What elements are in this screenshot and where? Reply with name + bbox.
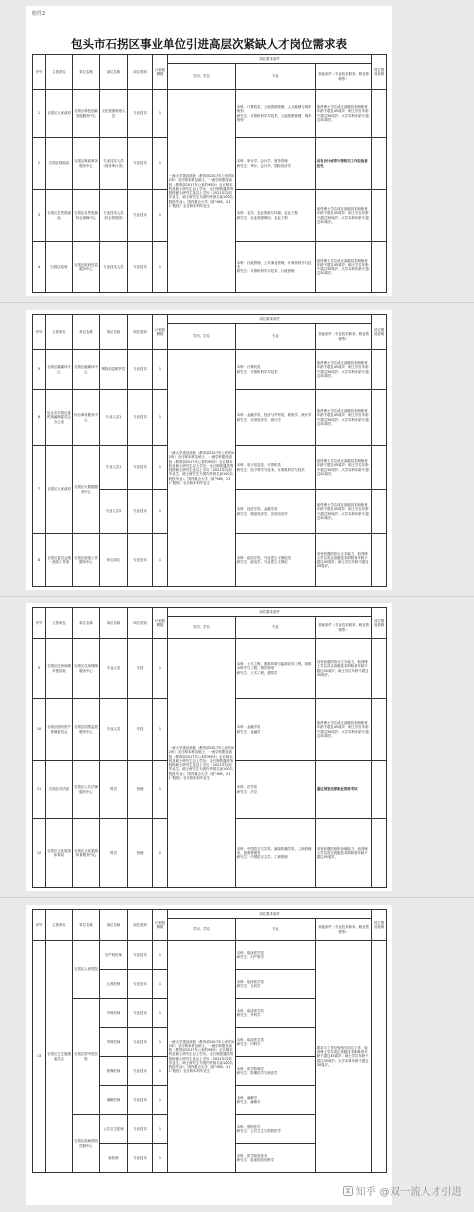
table-cell: 专业技术: [128, 1144, 153, 1173]
table-cell: 专业技术: [128, 138, 153, 190]
table-cell: [372, 941, 387, 1173]
table-cell: 1: [153, 446, 168, 490]
table-cell: [372, 190, 387, 242]
table-cell: 本科：土木工程、建筑环境与能源应用工程、给排水科学与工程、城乡规划 研究生：土木工程、建筑学: [236, 639, 316, 699]
table-cell: 13: [33, 941, 46, 1173]
table-cell: 4: [33, 242, 46, 293]
page-divider: [0, 596, 474, 597]
table-cell: 石拐区住房保障服务中心: [73, 639, 100, 699]
table-cell: 石拐区国资监管服务中心: [73, 699, 100, 761]
zhihu-logo-icon: [343, 1186, 353, 1196]
table-cell: [372, 242, 387, 293]
table-cell: 本科：计算机类 研究生：计算机科学与技术: [236, 350, 316, 390]
table-cell: 本科：审计学、会计学、财务管理 研究生：审计、会计学、国际经济学: [236, 138, 316, 190]
requirements-table-3: [32, 607, 387, 888]
table-cell: 1: [153, 761, 168, 819]
table-cell: 包头市石拐区委机构编制委员会办公室: [46, 390, 73, 446]
table-cell: 专业: [236, 919, 316, 941]
table-cell: 专业: [236, 617, 316, 639]
table-row: [33, 90, 387, 138]
table-cell: 2: [153, 819, 168, 888]
table-cell: [372, 90, 387, 138]
table-cell: 本科：中国语言文学类、新闻传播学类、工商管理类、旅游管理类 研究生：中国语言文学、工商管理: [236, 819, 316, 888]
table-cell: 石拐区融媒体中心: [46, 350, 73, 390]
table-cell: 单位名称: [73, 910, 100, 941]
table-cell: 本科：法学类 研究生：法学: [236, 761, 316, 819]
table-cell: 1: [153, 242, 168, 293]
table-cell: 岗位类别: [128, 608, 153, 639]
table-cell: 石拐区统战工作服务中心: [73, 534, 100, 587]
table-cell: 1: [153, 1144, 168, 1173]
table-cell: 本科：金融学类 研究生：金融学: [236, 699, 316, 761]
table-cell: 石拐区自然资源局: [46, 190, 73, 242]
table-cell: 本科：医学影像学 研究生：影像医学与核医学: [236, 1057, 316, 1086]
table-cell: 主管单位: [46, 608, 73, 639]
zhihu-watermark: [343, 1183, 462, 1198]
table-cell: 11: [33, 761, 46, 819]
table-cell: 本科：金融学类、经济与贸易类、税收学、统计学 研究生：应用经济学、统计学: [236, 390, 316, 446]
header-seq: 序号: [33, 55, 46, 90]
table-row: [33, 941, 387, 970]
header-remark: 其它情况说明: [372, 55, 387, 90]
page-divider: [0, 302, 474, 303]
table-cell: 石拐区委员会统一战线工作部: [46, 534, 73, 587]
table-cell: [372, 534, 387, 587]
table-cell: 综合事务服务中心: [73, 390, 100, 446]
table-cell: 岗位名称: [100, 608, 128, 639]
table-cell: 网络信息维护员: [100, 350, 128, 390]
table-cell: 1: [153, 490, 168, 534]
table-cell: 取得博士学位或正高级技术职称者年龄不超过45周岁；硕士学位年龄不超过35周岁；大学本科年龄不超过30周岁。: [316, 242, 372, 293]
table-cell: [372, 350, 387, 390]
table-cell: 计划招聘数: [153, 910, 168, 941]
table-cell: 专业技术: [128, 941, 153, 970]
table-cell: 岗位名称: [100, 910, 128, 941]
education-requirement: 一流大学建设高校（教育部2017年公布的42所）全日制本科及硕士、一流学科建设高校（教育部2017年公布的95所）全日制本科及硕士研究生以上学历；全日制普通高等院校硕士研究生及以上学历（2021年以前毕业生、硕士研究生为国内外排名前100名院校毕业）；国内重点大学（原“985、211”院校）全日制本科毕业生: [168, 90, 236, 293]
document-title: 包头市石拐区事业单位引进高层次紧缺人才岗位需求表: [71, 37, 347, 51]
table-cell: 本科：麻醉学 研究生：麻醉学: [236, 1086, 316, 1115]
table-cell: 专业技术: [128, 1086, 153, 1115]
table-cell: 取得博士学位或正高级技术职称者年龄不超过45周岁；硕士学位年龄不超过35周岁；大学本科年龄不超过30周岁。: [316, 190, 372, 242]
table-cell: 检验师: [100, 1144, 128, 1173]
table-cell: 本科：临床医学类 研究生：儿科学: [236, 970, 316, 999]
table-cell: 专业人员1: [100, 390, 128, 446]
header-other: 其他条件（专业技术职务、职业资格等）: [316, 64, 372, 90]
table-cell: 通过国家法律职业资格考试: [316, 761, 372, 819]
table-cell: 岗位类别: [128, 315, 153, 350]
table-cell: 主管单位: [46, 910, 73, 941]
table-cell: 取得博士学位或正高级技术职称者年龄不超过45周岁；硕士学位年龄不超过35周岁；大学本科年龄不超过30周岁。: [316, 90, 372, 138]
header-major: 专业: [236, 64, 316, 90]
table-cell: 专业人员1: [100, 446, 128, 490]
table-cell: 其他条件（专业技术职务、职业资格等）: [316, 617, 372, 639]
table-cell: 石拐区人民政府: [46, 446, 73, 534]
table-cell: 专业技术: [128, 242, 153, 293]
table-cell: 具有较强的综合文字能力，取得博士学位或正高级技术职称者年龄不超过45周岁；硕士学位年龄不超过35周岁。: [316, 639, 372, 699]
table-cell: [372, 761, 387, 819]
table-cell: 学历、学位: [168, 324, 236, 350]
table-cell: 其它情况说明: [372, 315, 387, 350]
table-row: [33, 639, 387, 699]
table-cell: 石拐区人民政府: [46, 90, 73, 138]
table-cell: 石拐区国有资产管理委员会: [46, 699, 73, 761]
table-cell: 岗位类别: [128, 910, 153, 941]
table-cell: 2: [33, 138, 46, 190]
table-cell: 单位名称: [73, 315, 100, 350]
table-cell: 岗位要求条件: [168, 608, 372, 617]
table-cell: 文化旅游规划人员: [100, 90, 128, 138]
table-cell: 取得博士学位或正高级技术职称者年龄不超过45周岁；硕士学位年龄不超过35周岁；大学本科年龄不超过30周岁。: [316, 699, 372, 761]
table-cell: [372, 138, 387, 190]
table-cell: 3: [33, 190, 46, 242]
table-cell: 1: [153, 90, 168, 138]
header-num: 计划招聘数: [153, 55, 168, 90]
header-cat: 岗位类别: [128, 55, 153, 90]
table-cell: 取得博士学位或正高级技术职称者年龄不超过45周岁；硕士学位年龄不超过35周岁；大学本科年龄不超过30周岁。: [316, 490, 372, 534]
table-cell: [372, 699, 387, 761]
document-page-4: [26, 905, 392, 1205]
table-cell: 1: [153, 390, 168, 446]
table-cell: 专业技术: [128, 1115, 153, 1144]
table-cell: 1: [153, 1057, 168, 1086]
table-cell: 其它情况说明: [372, 608, 387, 639]
table-cell: 石拐区卫生健康委员会: [46, 941, 73, 1173]
table-cell: 一流大学建设高校（教育部2017年公布的42所）全日制本科及硕士、一流学科建设高校（教育部2017年公布的95所）全日制本科及硕士研究生以上学历；全日制普通高等院校硕士研究生及以上学历（2021年以前毕业生、硕士研究生为国内外排名前100名院校毕业）；国内重点大学（原“985、211”院校）全日制本科毕业生: [168, 639, 236, 888]
table-cell: 石拐区财政局: [46, 138, 73, 190]
table-cell: 岗位要求条件: [168, 910, 372, 919]
table-cell: 1: [153, 999, 168, 1028]
requirements-table-1: [32, 54, 387, 293]
table-cell: 学历、学位: [168, 617, 236, 639]
table-cell: 石拐区政府信息服务中心: [73, 242, 100, 293]
table-cell: 12: [33, 819, 46, 888]
table-cell: 计划招聘数: [153, 315, 168, 350]
table-cell: 取得博士学位或正高级技术职称者年龄不超过45周岁；硕士学位年龄不超过35周岁；大学本科年龄不超过30周岁。: [316, 350, 372, 390]
table-cell: [372, 490, 387, 534]
table-cell: 专业技术: [128, 999, 153, 1028]
table-cell: 管理: [128, 761, 153, 819]
table-cell: 石拐区人民医院: [73, 941, 100, 999]
table-cell: 1: [153, 1115, 168, 1144]
table-cell: 本科：临床医学类 研究生：妇产科学: [236, 941, 316, 970]
table-cell: 石拐区政府: [46, 242, 73, 293]
table-cell: 外科医师: [100, 999, 128, 1028]
table-cell: 石拐区住房和城乡建设局: [46, 639, 73, 699]
table-cell: 要求与工作经验相关岗位工作，取得博士学位或正高级技术职称者年龄不超过45周岁；硕士学位年龄不超过35周岁；大学本科年龄不超过30周岁。: [316, 941, 372, 1173]
table-cell: 石拐区大数据服务中心: [73, 446, 100, 534]
table-cell: 科员: [100, 819, 128, 888]
table-cell: 其它情况说明: [372, 910, 387, 941]
table-cell: 岗位要求条件: [168, 315, 372, 324]
table-cell: 9: [33, 639, 46, 699]
table-cell: 麻醉医师: [100, 1086, 128, 1115]
table-cell: 影像医师: [100, 1057, 128, 1086]
table-cell: 一流大学建设高校（教育部2017年公布的42所）全日制本科及硕士、一流学科建设高校（教育部2017年公布的95所）全日制本科及硕士研究生以上学历；全日制普通高等院校硕士研究生及以上学历（2021年以前毕业生、硕士研究生为国内外排名前100名院校毕业）；国内重点大学（原“985、211”院校）全日制本科毕业生: [168, 350, 236, 587]
table-cell: 单位名称: [73, 608, 100, 639]
document-page-3: [26, 603, 392, 891]
table-cell: 专业技术: [128, 970, 153, 999]
table-cell: 专业技术: [128, 190, 153, 242]
table-cell: 序号: [33, 910, 46, 941]
table-cell: 公共卫生医师: [100, 1115, 128, 1144]
header-edu: 学历、学位: [168, 64, 236, 90]
document-page-2: [26, 310, 392, 590]
table-cell: 本科：临床医学类 研究生：内科学: [236, 1028, 316, 1057]
table-cell: 1: [153, 639, 168, 699]
table-cell: 7: [33, 446, 46, 534]
table-cell: 1: [33, 90, 46, 138]
table-cell: 专业人员2: [100, 490, 128, 534]
header-post: 岗位名称: [100, 55, 128, 90]
table-cell: 具有会计或审计等相关工作经验者优先: [316, 138, 372, 190]
table-cell: 本科：电子信息类、计算机类 研究生：电子科学与技术、计算机科学与技术: [236, 446, 316, 490]
table-cell: 管理: [128, 819, 153, 888]
table-cell: 1: [153, 970, 168, 999]
requirements-table-4: [32, 909, 387, 1173]
table-cell: 其他条件（专业技术职务、职业资格等）: [316, 919, 372, 941]
attachment-label: 附件2: [32, 11, 46, 17]
table-cell: 专业技术人员（财务审计类）: [100, 138, 128, 190]
table-cell: 1: [153, 699, 168, 761]
table-cell: 专技: [128, 639, 153, 699]
table-cell: 本科：临床医学类 研究生：外科学: [236, 999, 316, 1028]
table-row: [33, 350, 387, 390]
table-cell: [372, 819, 387, 888]
header-dept: 主管单位: [46, 55, 73, 90]
table-cell: [372, 446, 387, 490]
table-cell: 专业技术: [128, 490, 153, 534]
table-cell: 岗位名称: [100, 315, 128, 350]
table-cell: 专业技术: [128, 534, 153, 587]
table-cell: 专业技术人员: [100, 242, 128, 293]
table-cell: 5: [33, 350, 46, 390]
table-cell: 石拐区蒙中医医院: [73, 999, 100, 1115]
table-cell: 取得博士学位或正高级技术职称者年龄不超过45周岁；硕士学位年龄不超过35周岁；大学本科年龄不超过30周岁。: [316, 390, 372, 446]
table-cell: 1: [153, 534, 168, 587]
table-cell: 本科：医学检验技术 研究生：临床检验诊断学: [236, 1144, 316, 1173]
table-cell: 1: [153, 1086, 168, 1115]
table-cell: 1: [153, 1028, 168, 1057]
table-cell: 具有较强的组织协调能力，取得博士学位或正高级技术职称者年龄不超过45周岁。: [316, 819, 372, 888]
table-cell: 10: [33, 699, 46, 761]
table-cell: 本科：预防医学 研究生：公共卫生与预防医学: [236, 1115, 316, 1144]
table-cell: 石拐区科技创新发展服务中心: [73, 90, 100, 138]
table-cell: 石拐区财政事务服务中心: [73, 138, 100, 190]
table-cell: 妇产科医师: [100, 941, 128, 970]
page-divider: [0, 897, 474, 898]
table-cell: 1: [153, 190, 168, 242]
table-cell: 6: [33, 390, 46, 446]
table-cell: 本科：政治学类、马克思主义理论类 研究生：政治学、马克思主义理论: [236, 534, 316, 587]
table-cell: 专业技术: [128, 390, 153, 446]
table-cell: 专业人员: [100, 639, 128, 699]
table-cell: 1: [153, 941, 168, 970]
table-cell: 专业: [236, 324, 316, 350]
table-cell: 专业技术: [128, 1057, 153, 1086]
table-cell: 专业技术: [128, 446, 153, 490]
table-cell: 石拐区公共法律服务中心: [73, 761, 100, 819]
table-cell: 专业技术: [128, 350, 153, 390]
table-cell: 专业人员: [100, 699, 128, 761]
table-cell: 1: [153, 350, 168, 390]
table-cell: 具有较强的综合文字能力，取得博士学位或正高级技术职称者年龄不超过45周岁；硕士学位年龄不超过35周岁。: [316, 534, 372, 587]
table-cell: 序号: [33, 315, 46, 350]
table-cell: 石拐区自然资源综合保障中心: [73, 190, 100, 242]
requirements-table-2: [32, 314, 387, 587]
header-unit: 单位名称: [73, 55, 100, 90]
table-cell: 石拐区疾病预防控制中心: [73, 1115, 100, 1173]
table-cell: 石拐区文化旅游体育服务中心: [73, 819, 100, 888]
table-cell: 内科医师: [100, 1028, 128, 1057]
table-cell: 专业技术: [128, 1028, 153, 1057]
table-cell: 专技: [128, 699, 153, 761]
table-cell: 专业技术人员（综合管理类）: [100, 190, 128, 242]
table-cell: 8: [33, 534, 46, 587]
table-cell: 取得博士学位或正高级技术职称者年龄不超过45周岁；硕士学位年龄不超过35周岁；大学本科年龄不超过30周岁。: [316, 446, 372, 490]
table-cell: 科员: [100, 761, 128, 819]
table-cell: 石拐区融媒体中心: [73, 350, 100, 390]
table-cell: 石拐区文化旅游体育局: [46, 819, 73, 888]
table-cell: 学历、学位: [168, 919, 236, 941]
table-cell: 本科：行政管理、公共事业管理、计算机科学与技术 研究生：计算机科学与技术、行政管理: [236, 242, 316, 293]
table-cell: 本科：农学、农业资源与环境、农业工程 研究生：农业资源利用、农业工程: [236, 190, 316, 242]
table-cell: [372, 390, 387, 446]
table-cell: 本科：经济学类、金融学类 研究生：理论经济学、应用经济学: [236, 490, 316, 534]
table-cell: 专业技术: [128, 90, 153, 138]
table-cell: 儿科医师: [100, 970, 128, 999]
header-cond: 岗位要求条件: [168, 55, 372, 64]
table-cell: [372, 639, 387, 699]
table-cell: 综合岗位: [100, 534, 128, 587]
table-cell: 1: [153, 138, 168, 190]
table-cell: 计划招聘数: [153, 608, 168, 639]
table-cell: 一流大学建设高校（教育部2017年公布的42所）全日制本科及硕士、一流学科建设高校（教育部2017年公布的95所）全日制本科及硕士研究生以上学历；全日制普通高等院校硕士研究生及以上学历（2021年以前毕业生、硕士研究生为国内外排名前100名院校毕业）；国内重点大学（原“985、211”院校）全日制本科毕业生: [168, 941, 236, 1173]
table-cell: 本科：计算机类、土地资源管理、人文地理与城乡规划 研究生：计算机科学与技术、土地资源管理、城乡规划: [236, 90, 316, 138]
table-cell: 序号: [33, 608, 46, 639]
table-cell: 主管单位: [46, 315, 73, 350]
document-page-1: [26, 6, 392, 296]
watermark-text: 知乎 @双一流人才引进: [355, 1187, 462, 1198]
table-cell: 其他条件（专业技术职务、职业资格等）: [316, 324, 372, 350]
table-cell: 石拐区司法局: [46, 761, 73, 819]
